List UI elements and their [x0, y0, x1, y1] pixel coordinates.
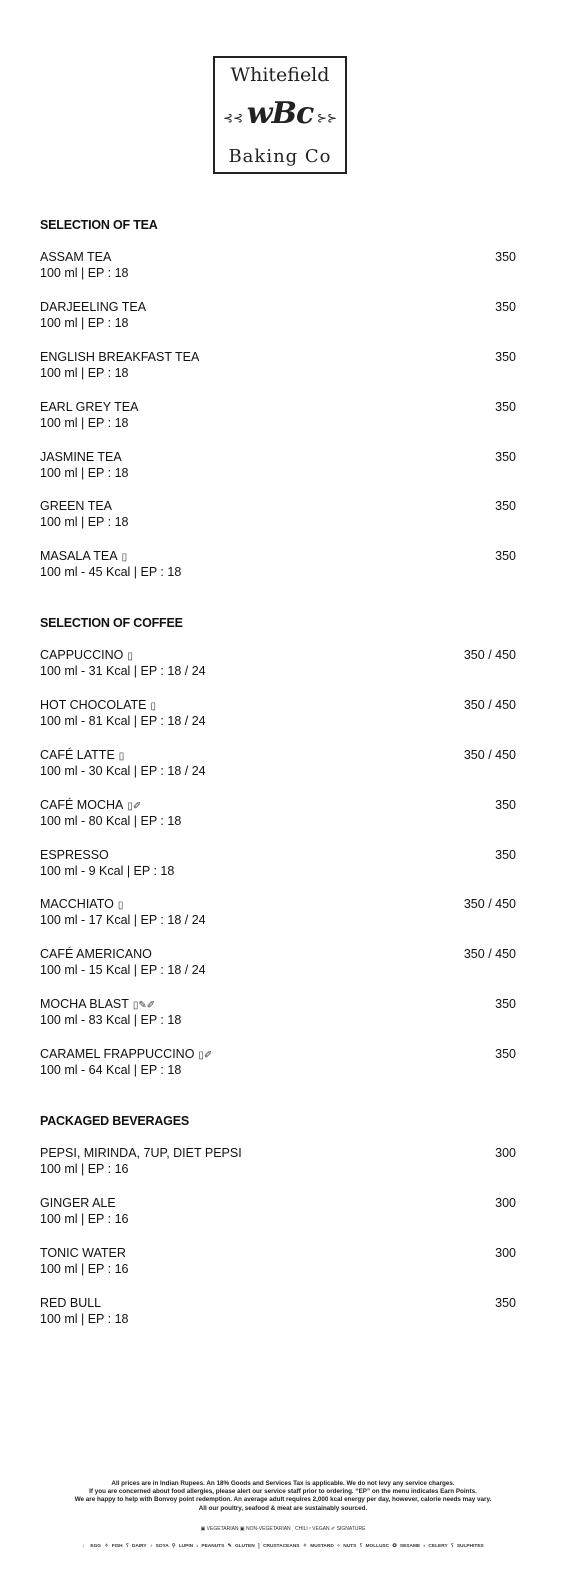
menu-item	[40, 748, 516, 782]
item-detail: 100 ml - 81 Kcal | EP : 18 / 24	[40, 714, 206, 728]
item-name-wrap	[40, 648, 133, 662]
ornament-right-icon: ⊱⊱	[316, 111, 337, 125]
item-price: 300	[495, 1246, 516, 1260]
item-name: CARAMEL FRAPPUCCINO	[40, 1047, 195, 1061]
item-detail: 100 ml | EP : 18	[40, 515, 129, 529]
item-detail: 100 ml - 30 Kcal | EP : 18 / 24	[40, 764, 206, 778]
item-price: 350	[495, 798, 516, 812]
ornament-left-icon: ⊰⊰	[223, 111, 244, 125]
menu-item	[40, 400, 516, 434]
menu-item	[40, 250, 516, 284]
menu-item	[40, 1196, 516, 1230]
footer-line: All our poultry, seafood & meat are sustainably sourced.	[198, 1504, 368, 1512]
item-name-wrap	[40, 1196, 120, 1210]
item-price: 350	[495, 1047, 516, 1061]
item-name-wrap	[40, 748, 124, 762]
dietary-icons: ▯	[127, 651, 133, 662]
item-name-wrap	[40, 897, 123, 911]
item-name: RED BULL	[40, 1296, 102, 1310]
item-name-wrap	[40, 848, 113, 862]
item-name-wrap	[40, 350, 203, 364]
item-name: CAFÉ AMERICANO	[40, 947, 152, 961]
item-detail: 100 ml | EP : 18	[40, 366, 129, 380]
item-detail: 100 ml - 64 Kcal | EP : 18	[40, 1063, 182, 1077]
item-name: MASALA TEA	[40, 549, 118, 563]
item-price: 350	[495, 450, 516, 464]
brand-logo	[213, 56, 347, 174]
item-name: ESPRESSO	[40, 848, 109, 862]
brand-line-1: Whitefield	[230, 64, 330, 86]
item-price: 350 / 450	[463, 947, 516, 961]
item-detail: 100 ml - 80 Kcal | EP : 18	[40, 814, 182, 828]
item-name-wrap	[40, 1246, 130, 1260]
item-name: GINGER ALE	[40, 1196, 116, 1210]
menu-item	[40, 848, 516, 882]
item-name: CAFÉ LATTE	[40, 748, 115, 762]
item-name: ASSAM TEA	[40, 250, 112, 264]
item-price: 350 / 450	[463, 748, 516, 762]
dietary-icons: ▯	[117, 900, 124, 911]
menu-item	[40, 1296, 516, 1330]
item-name-wrap	[40, 450, 126, 464]
item-detail: 100 ml - 15 Kcal | EP : 18 / 24	[40, 963, 206, 977]
diet-legend: ▣ VEGETARIAN ▣ NON-VEGETARIAN ⸒ CHILI ᵞ VEGAN ✐ SIGNATURE	[200, 1526, 366, 1532]
item-name: JASMINE TEA	[40, 450, 122, 464]
dietary-icons: ▯✎✐	[132, 1000, 156, 1011]
item-detail: 100 ml | EP : 18	[40, 266, 129, 280]
item-name-wrap	[40, 549, 127, 563]
item-name: HOT CHOCOLATE	[40, 698, 147, 712]
menu-item	[40, 499, 516, 533]
item-detail: 100 ml - 83 Kcal | EP : 18	[40, 1013, 182, 1027]
dietary-icons: ▯✐	[127, 801, 142, 812]
item-detail: 100 ml - 9 Kcal | EP : 18	[40, 864, 175, 878]
item-name-wrap	[40, 400, 142, 414]
item-detail: 100 ml | EP : 18	[40, 316, 129, 330]
item-price: 350	[495, 250, 516, 264]
item-price: 350	[495, 300, 516, 314]
item-name: MACCHIATO	[40, 897, 114, 911]
item-detail: 100 ml | EP : 16	[40, 1262, 129, 1276]
item-name: DARJEELING TEA	[40, 300, 147, 314]
section-title-tea: SELECTION OF TEA	[40, 218, 158, 232]
dietary-icons: ▯✐	[198, 1050, 213, 1061]
item-name: MOCHA BLAST	[40, 997, 129, 1011]
section-title-coffee: SELECTION OF COFFEE	[40, 616, 183, 630]
menu-item	[40, 648, 516, 682]
item-detail: 100 ml | EP : 18	[40, 1312, 129, 1326]
menu-item	[40, 698, 516, 732]
menu-item	[40, 798, 516, 832]
item-name: GREEN TEA	[40, 499, 113, 513]
footer-line: We are happy to help with Bonvoy point redemption. An average adult requires 2,000 kcal energy per day, however, calorie needs may vary.	[74, 1496, 492, 1504]
item-detail: 100 ml | EP : 16	[40, 1212, 129, 1226]
menu-item	[40, 549, 516, 583]
item-price: 350	[495, 350, 516, 364]
menu-item	[40, 350, 516, 384]
item-name: ENGLISH BREAKFAST TEA	[40, 350, 200, 364]
item-detail: 100 ml - 45 Kcal | EP : 18	[40, 565, 182, 579]
dietary-icons: ▯	[118, 751, 125, 762]
menu-item	[40, 1246, 516, 1280]
item-price: 350	[495, 997, 516, 1011]
item-name: PEPSI, MIRINDA, 7UP, DIET PEPSI	[40, 1146, 242, 1160]
item-price: 350	[495, 1296, 516, 1310]
item-name-wrap	[40, 798, 141, 812]
menu-item	[40, 300, 516, 334]
menu-item	[40, 1146, 516, 1180]
item-name-wrap	[40, 1047, 212, 1061]
item-name-wrap	[40, 499, 116, 513]
item-detail: 100 ml - 17 Kcal | EP : 18 / 24	[40, 913, 206, 927]
menu-item	[40, 1047, 516, 1081]
item-price: 350	[495, 499, 516, 513]
menu-item	[40, 450, 516, 484]
item-price: 350	[495, 848, 516, 862]
item-name-wrap	[40, 300, 150, 314]
item-detail: 100 ml | EP : 16	[40, 1162, 129, 1176]
menu-item	[40, 997, 516, 1031]
item-name-wrap	[40, 250, 115, 264]
item-price: 350 / 450	[463, 648, 516, 662]
item-name: TONIC WATER	[40, 1246, 126, 1260]
allergen-legend: ♩ EGG ✧ FISH ⸮ DAIRY ♪ SOYA ⚲ LUPIN ⸗ PEANUTS ✎ GLUTEN ⸾ CRUSTACEANS ✧ MUSTARD ⸰ NUTS ⸮ MOLLUSC ✪ SESAME ⸗ CELERY ⸮ SULPHITES	[82, 1544, 484, 1549]
item-name-wrap	[40, 1146, 246, 1160]
item-price: 350	[495, 400, 516, 414]
menu-item	[40, 897, 516, 931]
item-price: 350 / 450	[463, 897, 516, 911]
footer-line: If you are concerned about food allergies, please alert our service staff prior to ordering. “EP” on the menu indicates Earn Points.	[89, 1488, 477, 1496]
item-price: 300	[495, 1146, 516, 1160]
menu-item	[40, 947, 516, 981]
item-name: CAFÉ MOCHA	[40, 798, 124, 812]
item-price: 350 / 450	[463, 698, 516, 712]
dietary-icons: ▯	[121, 552, 128, 563]
dietary-icons: ▯	[150, 701, 157, 712]
item-detail: 100 ml | EP : 18	[40, 466, 129, 480]
footer-notes	[20, 1480, 546, 1513]
item-name-wrap	[40, 997, 155, 1011]
brand-monogram: wBc	[246, 96, 314, 131]
item-name: CAPPUCCINO	[40, 648, 124, 662]
item-detail: 100 ml - 31 Kcal | EP : 18 / 24	[40, 664, 206, 678]
item-price: 350	[495, 549, 516, 563]
brand-line-3: Baking Co	[228, 146, 332, 167]
item-price: 300	[495, 1196, 516, 1210]
item-name: EARL GREY TEA	[40, 400, 139, 414]
item-detail: 100 ml | EP : 18	[40, 416, 129, 430]
item-name-wrap	[40, 947, 156, 961]
section-title-packaged: PACKAGED BEVERAGES	[40, 1114, 189, 1128]
item-name-wrap	[40, 1296, 105, 1310]
item-name-wrap	[40, 698, 156, 712]
footer-line: All prices are in Indian Rupees. An 18% Goods and Services Tax is applicable. We do not levy any service charges.	[111, 1480, 455, 1487]
